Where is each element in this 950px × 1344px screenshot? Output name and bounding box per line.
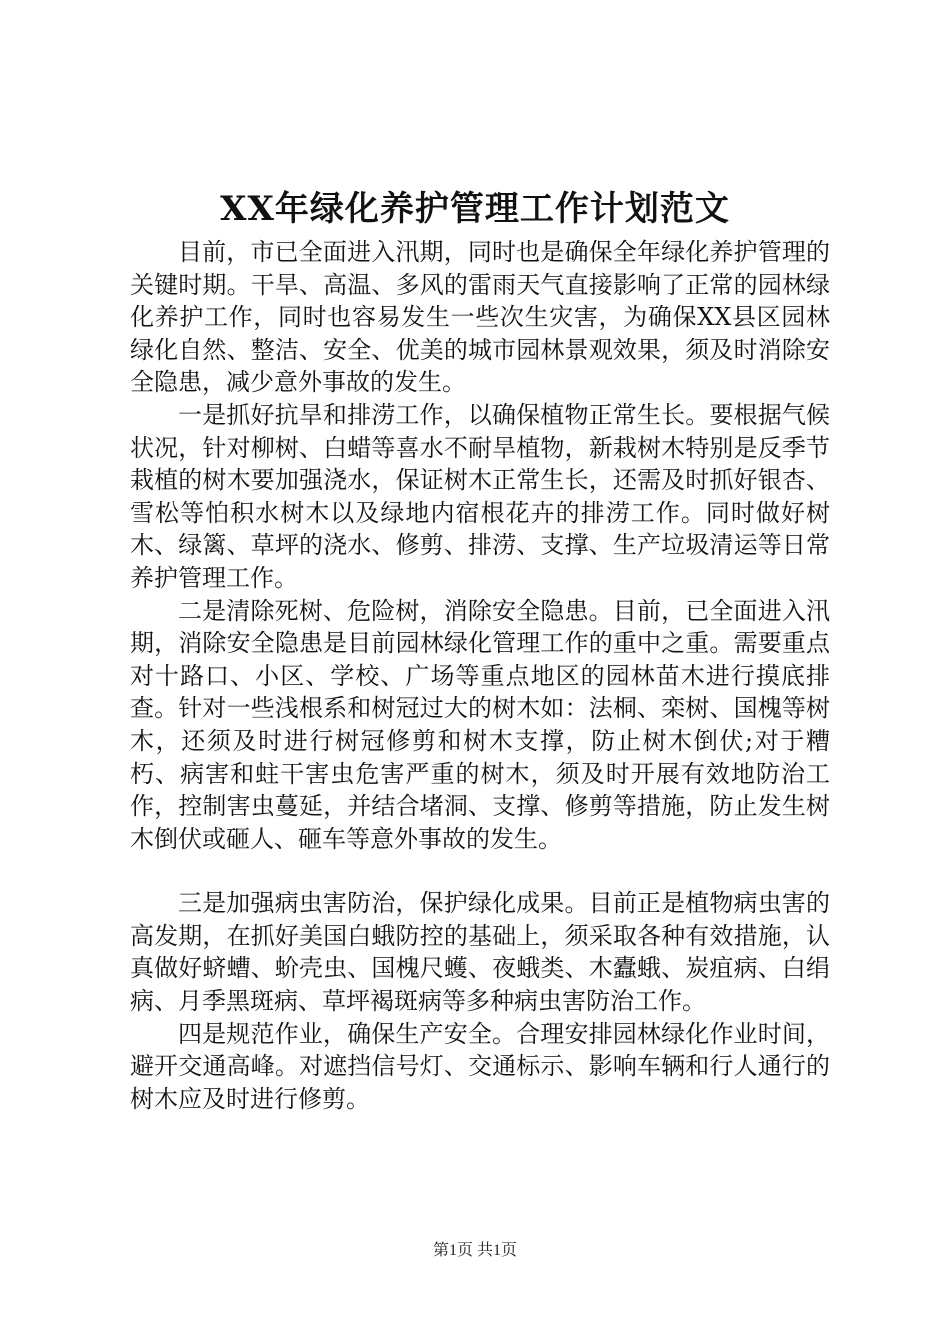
page-footer: 第1页 共1页 — [432, 1242, 517, 1259]
document-body — [130, 236, 830, 1115]
paragraph-intro: 目前，市已全面进入汛期，同时也是确保全年绿化养护管理的关键时期。干旱、高温、多风的雷雨天气直接影响了正常的园林绿化养护工作，同时也容易发生一些次生灾害，为确保XX县区园林绿化自然、整洁、安全、优美的城市园林景观效果，须及时消除安全隐患，减少意外事故的发生。 — [130, 238, 830, 397]
paragraph-pest-control: 三是加强病虫害防治，保护绿化成果。目前正是植物病虫害的高发期，在抓好美国白蛾防控的基础上，须采取各种有效措施，认真做好蛴螬、蚧壳虫、国槐尺蠖、夜蛾类、木蠹蛾、炭疽病、白绢病、月季黑斑病、草坪褐斑病等多种病虫害防治工作。 — [130, 889, 830, 1016]
paragraph-safety: 四是规范作业，确保生产安全。合理安排园林绿化作业时间，避开交通高峰。对遮挡信号灯、交通标示、影响车辆和行人通行的树木应及时进行修剪。 — [130, 1019, 830, 1113]
paragraph-dead-trees: 二是清除死树、危险树，消除安全隐患。目前，已全面进入汛期，消除安全隐患是目前园林绿化管理工作的重中之重。需要重点对十路口、小区、学校、广场等重点地区的园林苗木进行摸底排查。针对一些浅根系和树冠过大的树木如：法桐、栾树、国槐等树木，还须及时进行树冠修剪和树木支撑，防止树木倒伏;对于糟朽、病害和蛀干害虫危害严重的树木，须及时开展有效地防治工作，控制害虫蔓延，并结合堵洞、支撑、修剪等措施，防止发生树木倒伏或砸人、砸车等意外事故的发生。 — [130, 596, 830, 853]
paragraph-drought-drainage: 一是抓好抗旱和排涝工作，以确保植物正常生长。要根据气候状况，针对柳树、白蜡等喜水不耐旱植物，新栽树木特别是反季节栽植的树木要加强浇水，保证树木正常生长，还需及时抓好银杏、雪松等怕积水树木以及绿地内宿根花卉的排涝工作。同时做好树木、绿篱、草坪的浇水、修剪、排涝、支撑、生产垃圾清运等日常养护管理工作。 — [130, 400, 830, 592]
page-title: XX年绿化养护管理工作计划范文 — [220, 189, 730, 229]
